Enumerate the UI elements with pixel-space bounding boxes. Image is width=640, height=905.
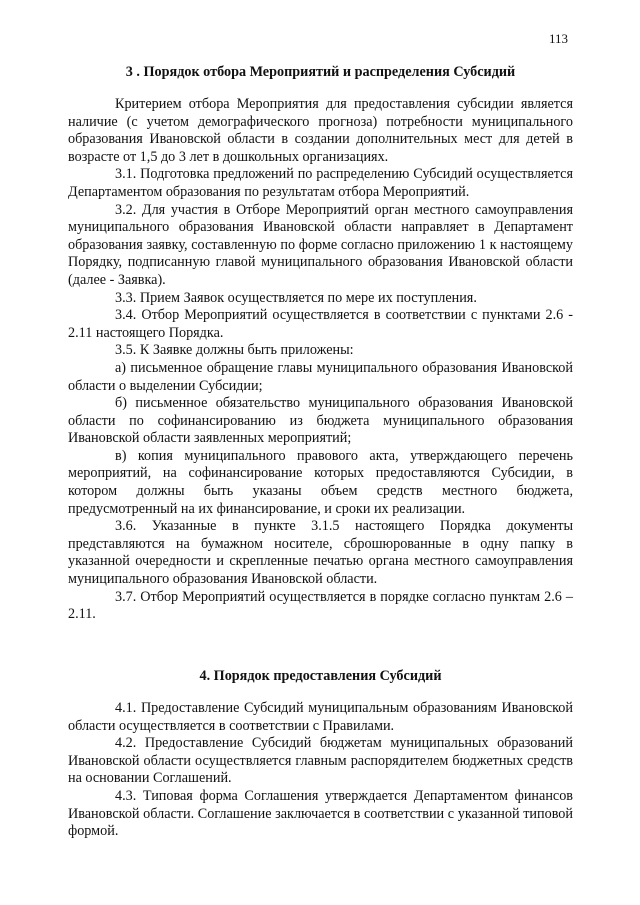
paragraph-3-5: 3.5. К Заявке должны быть приложены: [115,342,354,359]
paragraph-4-1: 4.1. Предоставление Субсидий муниципальным образованиям Ивановской области осуществляется в соответствии с Правилами. [68,700,573,734]
paragraph-3-1: 3.1. Подготовка предложений по распределению Субсидий осуществляется Департаментом образования по результатам отбора Мероприятий. [68,166,573,200]
page-number: 113 [548,31,568,46]
paragraph-3-7: 3.7. Отбор Мероприятий осуществляется в порядке согласно пунктам 2.6 – 2.11. [68,588,573,623]
section-3-body [68,96,573,624]
section-4-body [68,700,573,841]
paragraph-3-6: 3.6. Указанные в пункте 3.1.5 настоящего Порядка документы представляются на бумажном носителе, сброшюрованные в одну папку в указанной очередности и скрепленные печатью органа местного самоуправления муниципального образования Ивановской области. [68,518,573,588]
paragraph-4-3: 4.3. Типовая форма Соглашения утверждается Департаментом финансов Ивановской области. Соглашение заключается в соответствии с указанной типовой формой. [68,787,573,840]
section-4-heading: 4. Порядок предоставления Субсидий [199,668,442,684]
paragraph-3-5-a: а) письменное обращение главы муниципального образования Ивановской области о выделении Субсидии; [68,359,573,394]
paragraph-3-5-b: б) письменное обязательство муниципального образования Ивановской области по софинансированию из бюджета муниципального образования Ивановской области заявленных мероприятий; [68,395,573,447]
paragraph-3-5-v: в) копия муниципального правового акта, утверждающего перечень мероприятий, на софинансирование которых предоставляются Субсидии, в котором должны быть указаны объем средств местного бюджета, предусмотренный на их финансирование, и сроки их реализации. [68,447,573,517]
paragraph-3-2: 3.2. Для участия в Отборе Мероприятий орган местного самоуправления муниципального образования Ивановской области направляет в Департамент образования заявку, составленную по форме согласно приложению 1 к настоящему Порядку, подписанную главой муниципального образования Ивановской области (далее - Заявка). [68,201,573,288]
section-3-heading: 3 . Порядок отбора Мероприятий и распределения Субсидий [125,64,516,80]
paragraph-3-3: 3.3. Прием Заявок осуществляется по мере их поступления. [115,289,477,306]
paragraph-3-4: 3.4. Отбор Мероприятий осуществляется в соответствии с пунктами 2.6 - 2.11 настоящего Порядка. [68,307,573,341]
paragraph-4-2: 4.2. Предоставление Субсидий бюджетам муниципальных образований Ивановской области осуществляется главным распорядителем бюджетных средств на основании Соглашений. [68,735,573,787]
paragraph-selection-criterion: Критерием отбора Мероприятия для предоставления субсидии является наличие (с учетом демографического прогноза) потребности муниципального образования Ивановской области в создании дополнительных мест для детей в возрасте от 1,5 до 3 лет в дошкольных организациях. [68,96,573,165]
